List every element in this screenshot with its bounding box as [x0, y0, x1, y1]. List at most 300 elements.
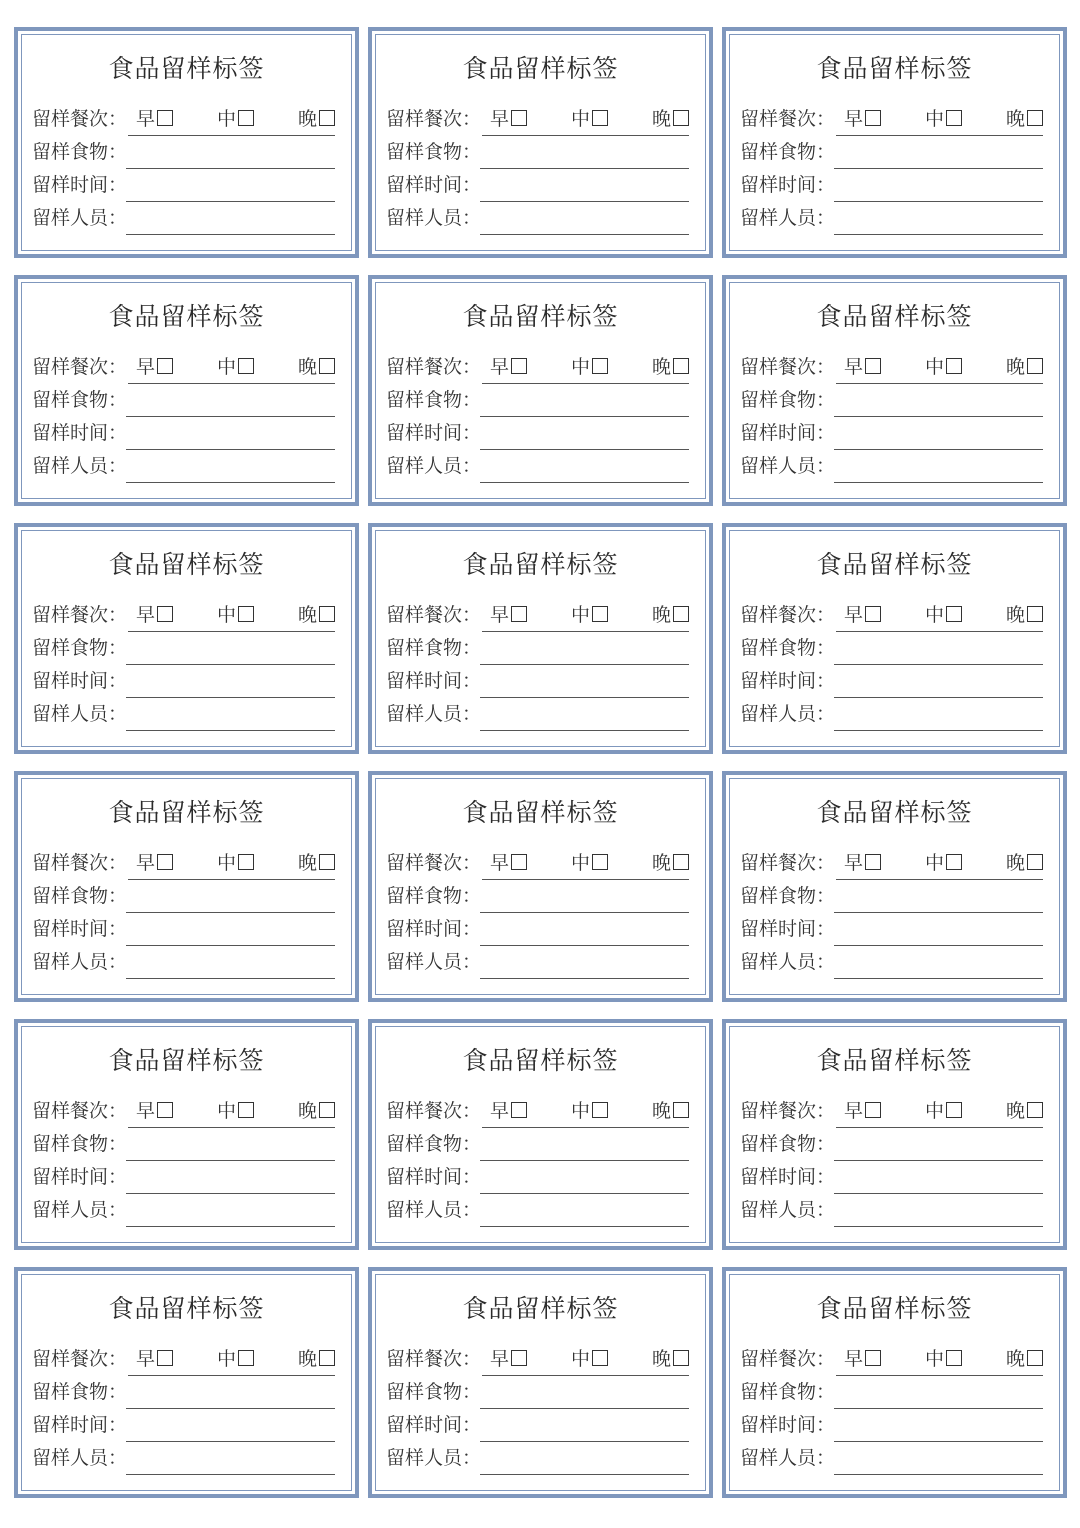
meal-option-breakfast-text: 早 [844, 356, 864, 378]
meal-label: 留样餐次： [740, 108, 836, 130]
meal-option-dinner-text: 晚 [298, 604, 318, 626]
meal-option-breakfast-text: 早 [844, 852, 864, 874]
staff-input-line[interactable] [834, 1226, 1043, 1227]
food-row [740, 1379, 1043, 1405]
checkbox-icon[interactable] [946, 110, 962, 126]
food-sample-label [368, 1019, 713, 1250]
food-input-line[interactable] [834, 1160, 1043, 1161]
checkbox-icon[interactable] [319, 110, 335, 126]
checkbox-icon[interactable] [865, 358, 881, 374]
meal-option-dinner[interactable] [298, 602, 335, 628]
meal-option-dinner[interactable] [298, 1098, 335, 1124]
meal-option-dinner-text: 晚 [652, 1348, 672, 1370]
checkbox-icon[interactable] [592, 854, 608, 870]
checkbox-icon[interactable] [238, 1350, 254, 1366]
meal-option-breakfast[interactable] [136, 602, 173, 628]
checkbox-icon[interactable] [157, 110, 173, 126]
meal-option-dinner[interactable] [652, 1098, 689, 1124]
meal-underline [482, 1127, 689, 1128]
time-input-line[interactable] [834, 449, 1043, 450]
checkbox-icon[interactable] [1027, 1102, 1043, 1118]
checkbox-icon[interactable] [673, 1350, 689, 1366]
food-row [740, 883, 1043, 909]
checkbox-icon[interactable] [157, 1350, 173, 1366]
meal-option-breakfast[interactable] [136, 1346, 173, 1372]
time-input-line[interactable] [480, 945, 689, 946]
food-input-line[interactable] [126, 664, 335, 665]
staff-label: 留样人员： [740, 951, 836, 973]
food-label: 留样食物： [32, 885, 128, 907]
meal-option-dinner-text: 晚 [652, 108, 672, 130]
food-input-line[interactable] [480, 168, 689, 169]
food-input-line[interactable] [480, 416, 689, 417]
checkbox-icon[interactable] [157, 854, 173, 870]
meal-option-breakfast[interactable] [136, 850, 173, 876]
meal-option-lunch[interactable] [571, 850, 608, 876]
meal-option-lunch-text: 中 [925, 604, 945, 626]
checkbox-icon[interactable] [511, 1350, 527, 1366]
food-label: 留样食物： [386, 1133, 482, 1155]
meal-underline [128, 1127, 335, 1128]
label-title: 食品留样标签 [816, 1294, 973, 1323]
meal-option-dinner-text: 晚 [1006, 852, 1026, 874]
label-title: 食品留样标签 [108, 54, 265, 83]
staff-input-line[interactable] [480, 482, 689, 483]
food-label: 留样食物： [32, 141, 128, 163]
time-label: 留样时间： [386, 918, 482, 940]
staff-input-line[interactable] [834, 1474, 1043, 1475]
checkbox-icon[interactable] [592, 358, 608, 374]
staff-label: 留样人员： [32, 1447, 128, 1469]
meal-option-lunch[interactable] [217, 602, 254, 628]
meal-option-dinner-text: 晚 [298, 852, 318, 874]
staff-label: 留样人员： [32, 951, 128, 973]
meal-option-dinner[interactable] [652, 602, 689, 628]
checkbox-icon[interactable] [592, 606, 608, 622]
meal-option-dinner[interactable] [1006, 1346, 1043, 1372]
meal-label: 留样餐次： [740, 1100, 836, 1122]
meal-row [386, 106, 689, 132]
food-sample-label [722, 771, 1067, 1002]
checkbox-icon[interactable] [511, 358, 527, 374]
staff-input-line[interactable] [126, 482, 335, 483]
meal-label: 留样餐次： [386, 604, 482, 626]
label-title: 食品留样标签 [462, 302, 619, 331]
meal-option-breakfast[interactable] [490, 1346, 527, 1372]
staff-label: 留样人员： [740, 1199, 836, 1221]
checkbox-icon[interactable] [157, 358, 173, 374]
meal-option-breakfast[interactable] [490, 106, 527, 132]
time-label: 留样时间： [32, 1166, 128, 1188]
food-input-line[interactable] [834, 1408, 1043, 1409]
checkbox-icon[interactable] [1027, 110, 1043, 126]
checkbox-icon[interactable] [238, 606, 254, 622]
checkbox-icon[interactable] [673, 110, 689, 126]
time-row [740, 1412, 1043, 1438]
checkbox-icon[interactable] [865, 110, 881, 126]
time-label: 留样时间： [32, 670, 128, 692]
label-title: 食品留样标签 [462, 550, 619, 579]
meal-option-dinner-text: 晚 [1006, 1348, 1026, 1370]
checkbox-icon[interactable] [673, 606, 689, 622]
checkbox-icon[interactable] [865, 1350, 881, 1366]
staff-row [740, 453, 1043, 479]
meal-option-dinner[interactable] [298, 106, 335, 132]
time-input-line[interactable] [126, 449, 335, 450]
food-input-line[interactable] [126, 416, 335, 417]
time-input-line[interactable] [834, 1441, 1043, 1442]
food-input-line[interactable] [834, 664, 1043, 665]
food-label: 留样食物： [386, 389, 482, 411]
meal-option-breakfast[interactable] [490, 850, 527, 876]
food-row [386, 1131, 689, 1157]
food-row [32, 635, 335, 661]
meal-option-dinner-text: 晚 [298, 1348, 318, 1370]
staff-row [740, 701, 1043, 727]
meal-option-lunch[interactable] [217, 850, 254, 876]
staff-label: 留样人员： [740, 703, 836, 725]
meal-row [740, 1098, 1043, 1124]
meal-option-lunch[interactable] [571, 1346, 608, 1372]
checkbox-icon[interactable] [865, 1102, 881, 1118]
time-input-line[interactable] [480, 1441, 689, 1442]
staff-row [740, 949, 1043, 975]
food-row [386, 883, 689, 909]
checkbox-icon[interactable] [511, 854, 527, 870]
checkbox-icon[interactable] [1027, 1350, 1043, 1366]
meal-underline [482, 879, 689, 880]
meal-option-dinner[interactable] [298, 1346, 335, 1372]
meal-option-lunch-text: 中 [217, 604, 237, 626]
checkbox-icon[interactable] [157, 1102, 173, 1118]
meal-row [32, 354, 335, 380]
meal-option-breakfast[interactable] [136, 354, 173, 380]
meal-option-dinner-text: 晚 [298, 356, 318, 378]
food-sample-label [722, 523, 1067, 754]
checkbox-icon[interactable] [319, 606, 335, 622]
meal-option-lunch[interactable] [217, 1346, 254, 1372]
meal-option-dinner-text: 晚 [1006, 1100, 1026, 1122]
label-title: 食品留样标签 [462, 1046, 619, 1075]
time-input-line[interactable] [834, 201, 1043, 202]
meal-option-breakfast[interactable] [844, 850, 881, 876]
food-row [32, 139, 335, 165]
meal-option-breakfast-text: 早 [490, 356, 510, 378]
food-input-line[interactable] [834, 168, 1043, 169]
meal-option-breakfast[interactable] [490, 354, 527, 380]
meal-option-dinner[interactable] [298, 850, 335, 876]
meal-option-lunch-text: 中 [217, 108, 237, 130]
food-input-line[interactable] [126, 1160, 335, 1161]
food-sample-label [14, 771, 359, 1002]
meal-label: 留样餐次： [32, 356, 128, 378]
food-label: 留样食物： [740, 1133, 836, 1155]
meal-option-lunch[interactable] [571, 602, 608, 628]
checkbox-icon[interactable] [865, 854, 881, 870]
staff-row [386, 701, 689, 727]
staff-input-line[interactable] [480, 1226, 689, 1227]
label-title: 食品留样标签 [108, 302, 265, 331]
meal-option-breakfast-text: 早 [136, 1100, 156, 1122]
food-input-line[interactable] [126, 912, 335, 913]
time-input-line[interactable] [126, 945, 335, 946]
food-label: 留样食物： [740, 389, 836, 411]
time-label: 留样时间： [740, 422, 836, 444]
staff-label: 留样人员： [386, 703, 482, 725]
meal-option-lunch[interactable] [217, 1098, 254, 1124]
time-row [386, 1412, 689, 1438]
time-row [32, 420, 335, 446]
time-row [386, 420, 689, 446]
staff-input-line[interactable] [480, 1474, 689, 1475]
meal-underline [482, 631, 689, 632]
meal-option-dinner-text: 晚 [1006, 356, 1026, 378]
time-input-line[interactable] [126, 697, 335, 698]
meal-option-dinner-text: 晚 [1006, 108, 1026, 130]
checkbox-icon[interactable] [511, 606, 527, 622]
time-input-line[interactable] [126, 1441, 335, 1442]
checkbox-icon[interactable] [511, 1102, 527, 1118]
time-input-line[interactable] [834, 945, 1043, 946]
food-label: 留样食物： [386, 637, 482, 659]
staff-label: 留样人员： [386, 1199, 482, 1221]
meal-option-breakfast[interactable] [844, 602, 881, 628]
meal-underline [128, 135, 335, 136]
checkbox-icon[interactable] [946, 1350, 962, 1366]
food-input-line[interactable] [480, 1160, 689, 1161]
time-label: 留样时间： [740, 1414, 836, 1436]
meal-option-lunch-text: 中 [571, 1348, 591, 1370]
meal-option-breakfast[interactable] [844, 1098, 881, 1124]
checkbox-icon[interactable] [592, 110, 608, 126]
meal-label: 留样餐次： [32, 1348, 128, 1370]
meal-underline [128, 1375, 335, 1376]
time-input-line[interactable] [834, 1193, 1043, 1194]
meal-label: 留样餐次： [740, 604, 836, 626]
staff-row [386, 205, 689, 231]
time-row [32, 916, 335, 942]
meal-option-lunch[interactable] [571, 106, 608, 132]
meal-option-lunch[interactable] [925, 1098, 962, 1124]
food-sample-label [722, 27, 1067, 258]
label-title: 食品留样标签 [108, 1294, 265, 1323]
food-row [32, 387, 335, 413]
checkbox-icon[interactable] [319, 854, 335, 870]
time-input-line[interactable] [834, 697, 1043, 698]
staff-row [740, 1197, 1043, 1223]
food-input-line[interactable] [126, 1408, 335, 1409]
meal-option-dinner[interactable] [1006, 106, 1043, 132]
food-sample-label [368, 27, 713, 258]
food-row [386, 1379, 689, 1405]
staff-input-line[interactable] [480, 234, 689, 235]
checkbox-icon[interactable] [157, 606, 173, 622]
staff-input-line[interactable] [480, 978, 689, 979]
meal-option-lunch[interactable] [217, 354, 254, 380]
time-label: 留样时间： [32, 422, 128, 444]
meal-option-breakfast[interactable] [844, 1346, 881, 1372]
meal-option-lunch-text: 中 [217, 1100, 237, 1122]
staff-input-line[interactable] [126, 730, 335, 731]
meal-option-breakfast[interactable] [490, 1098, 527, 1124]
time-label: 留样时间： [740, 1166, 836, 1188]
staff-input-line[interactable] [126, 1474, 335, 1475]
meal-option-lunch-text: 中 [925, 108, 945, 130]
time-row [740, 668, 1043, 694]
food-sample-label [722, 1267, 1067, 1498]
time-input-line[interactable] [480, 697, 689, 698]
food-label: 留样食物： [32, 389, 128, 411]
food-input-line[interactable] [480, 912, 689, 913]
meal-row [32, 106, 335, 132]
staff-input-line[interactable] [834, 482, 1043, 483]
staff-input-line[interactable] [126, 1226, 335, 1227]
food-input-line[interactable] [834, 912, 1043, 913]
meal-option-breakfast-text: 早 [136, 356, 156, 378]
staff-label: 留样人员： [386, 1447, 482, 1469]
time-input-line[interactable] [126, 201, 335, 202]
meal-option-lunch-text: 中 [217, 356, 237, 378]
checkbox-icon[interactable] [319, 1350, 335, 1366]
meal-label: 留样餐次： [32, 108, 128, 130]
time-input-line[interactable] [480, 449, 689, 450]
time-label: 留样时间： [386, 1414, 482, 1436]
meal-label: 留样餐次： [32, 852, 128, 874]
label-sheet [14, 27, 1067, 1498]
meal-option-dinner[interactable] [652, 1346, 689, 1372]
staff-row [386, 1445, 689, 1471]
meal-option-breakfast[interactable] [844, 106, 881, 132]
checkbox-icon[interactable] [592, 1350, 608, 1366]
checkbox-icon[interactable] [319, 358, 335, 374]
label-title: 食品留样标签 [816, 1046, 973, 1075]
checkbox-icon[interactable] [1027, 606, 1043, 622]
meal-option-lunch[interactable] [925, 354, 962, 380]
checkbox-icon[interactable] [238, 358, 254, 374]
meal-underline [836, 1127, 1043, 1128]
meal-option-breakfast[interactable] [136, 1098, 173, 1124]
meal-option-lunch[interactable] [925, 850, 962, 876]
checkbox-icon[interactable] [319, 1102, 335, 1118]
meal-option-dinner[interactable] [652, 850, 689, 876]
meal-label: 留样餐次： [32, 604, 128, 626]
food-input-line[interactable] [480, 1408, 689, 1409]
checkbox-icon[interactable] [946, 358, 962, 374]
meal-option-dinner[interactable] [1006, 602, 1043, 628]
meal-option-dinner[interactable] [1006, 354, 1043, 380]
label-title: 食品留样标签 [816, 54, 973, 83]
meal-option-breakfast-text: 早 [490, 852, 510, 874]
meal-option-dinner[interactable] [1006, 850, 1043, 876]
meal-option-breakfast-text: 早 [844, 1100, 864, 1122]
meal-option-breakfast-text: 早 [136, 604, 156, 626]
time-row [32, 172, 335, 198]
checkbox-icon[interactable] [511, 110, 527, 126]
meal-label: 留样餐次： [740, 852, 836, 874]
food-sample-label [14, 275, 359, 506]
staff-input-line[interactable] [480, 730, 689, 731]
meal-option-lunch[interactable] [925, 1346, 962, 1372]
meal-option-lunch-text: 中 [571, 604, 591, 626]
checkbox-icon[interactable] [946, 854, 962, 870]
meal-option-dinner-text: 晚 [1006, 604, 1026, 626]
checkbox-icon[interactable] [946, 606, 962, 622]
meal-underline [482, 383, 689, 384]
time-input-line[interactable] [480, 1193, 689, 1194]
meal-option-lunch[interactable] [571, 354, 608, 380]
meal-row [740, 354, 1043, 380]
meal-row [740, 602, 1043, 628]
checkbox-icon[interactable] [673, 358, 689, 374]
checkbox-icon[interactable] [238, 854, 254, 870]
meal-option-lunch[interactable] [217, 106, 254, 132]
staff-input-line[interactable] [834, 234, 1043, 235]
meal-option-dinner[interactable] [652, 354, 689, 380]
meal-option-dinner[interactable] [1006, 1098, 1043, 1124]
time-row [32, 1412, 335, 1438]
checkbox-icon[interactable] [865, 606, 881, 622]
checkbox-icon[interactable] [592, 1102, 608, 1118]
meal-row [32, 602, 335, 628]
food-row [32, 883, 335, 909]
meal-option-breakfast-text: 早 [490, 604, 510, 626]
meal-option-lunch-text: 中 [571, 1100, 591, 1122]
meal-option-breakfast[interactable] [490, 602, 527, 628]
checkbox-icon[interactable] [1027, 854, 1043, 870]
food-label: 留样食物： [386, 141, 482, 163]
time-label: 留样时间： [32, 918, 128, 940]
checkbox-icon[interactable] [673, 854, 689, 870]
meal-option-dinner-text: 晚 [298, 1100, 318, 1122]
time-input-line[interactable] [480, 201, 689, 202]
staff-input-line[interactable] [834, 730, 1043, 731]
food-input-line[interactable] [834, 416, 1043, 417]
meal-option-lunch[interactable] [925, 602, 962, 628]
checkbox-icon[interactable] [238, 110, 254, 126]
label-title: 食品留样标签 [108, 798, 265, 827]
staff-input-line[interactable] [126, 234, 335, 235]
meal-option-dinner[interactable] [298, 354, 335, 380]
time-label: 留样时间： [386, 174, 482, 196]
meal-option-breakfast-text: 早 [136, 108, 156, 130]
meal-option-lunch-text: 中 [217, 852, 237, 874]
checkbox-icon[interactable] [946, 1102, 962, 1118]
staff-row [386, 949, 689, 975]
checkbox-icon[interactable] [673, 1102, 689, 1118]
staff-label: 留样人员： [32, 703, 128, 725]
meal-option-dinner[interactable] [652, 106, 689, 132]
food-sample-label [14, 523, 359, 754]
time-row [386, 668, 689, 694]
meal-option-lunch[interactable] [571, 1098, 608, 1124]
staff-input-line[interactable] [834, 978, 1043, 979]
meal-option-lunch-text: 中 [925, 356, 945, 378]
time-input-line[interactable] [126, 1193, 335, 1194]
checkbox-icon[interactable] [238, 1102, 254, 1118]
staff-row [740, 1445, 1043, 1471]
staff-label: 留样人员： [740, 207, 836, 229]
food-sample-label [368, 1267, 713, 1498]
meal-row [386, 1098, 689, 1124]
food-input-line[interactable] [126, 168, 335, 169]
meal-option-breakfast[interactable] [136, 106, 173, 132]
meal-option-breakfast[interactable] [844, 354, 881, 380]
meal-option-lunch[interactable] [925, 106, 962, 132]
checkbox-icon[interactable] [1027, 358, 1043, 374]
staff-input-line[interactable] [126, 978, 335, 979]
food-sample-label [368, 771, 713, 1002]
food-input-line[interactable] [480, 664, 689, 665]
